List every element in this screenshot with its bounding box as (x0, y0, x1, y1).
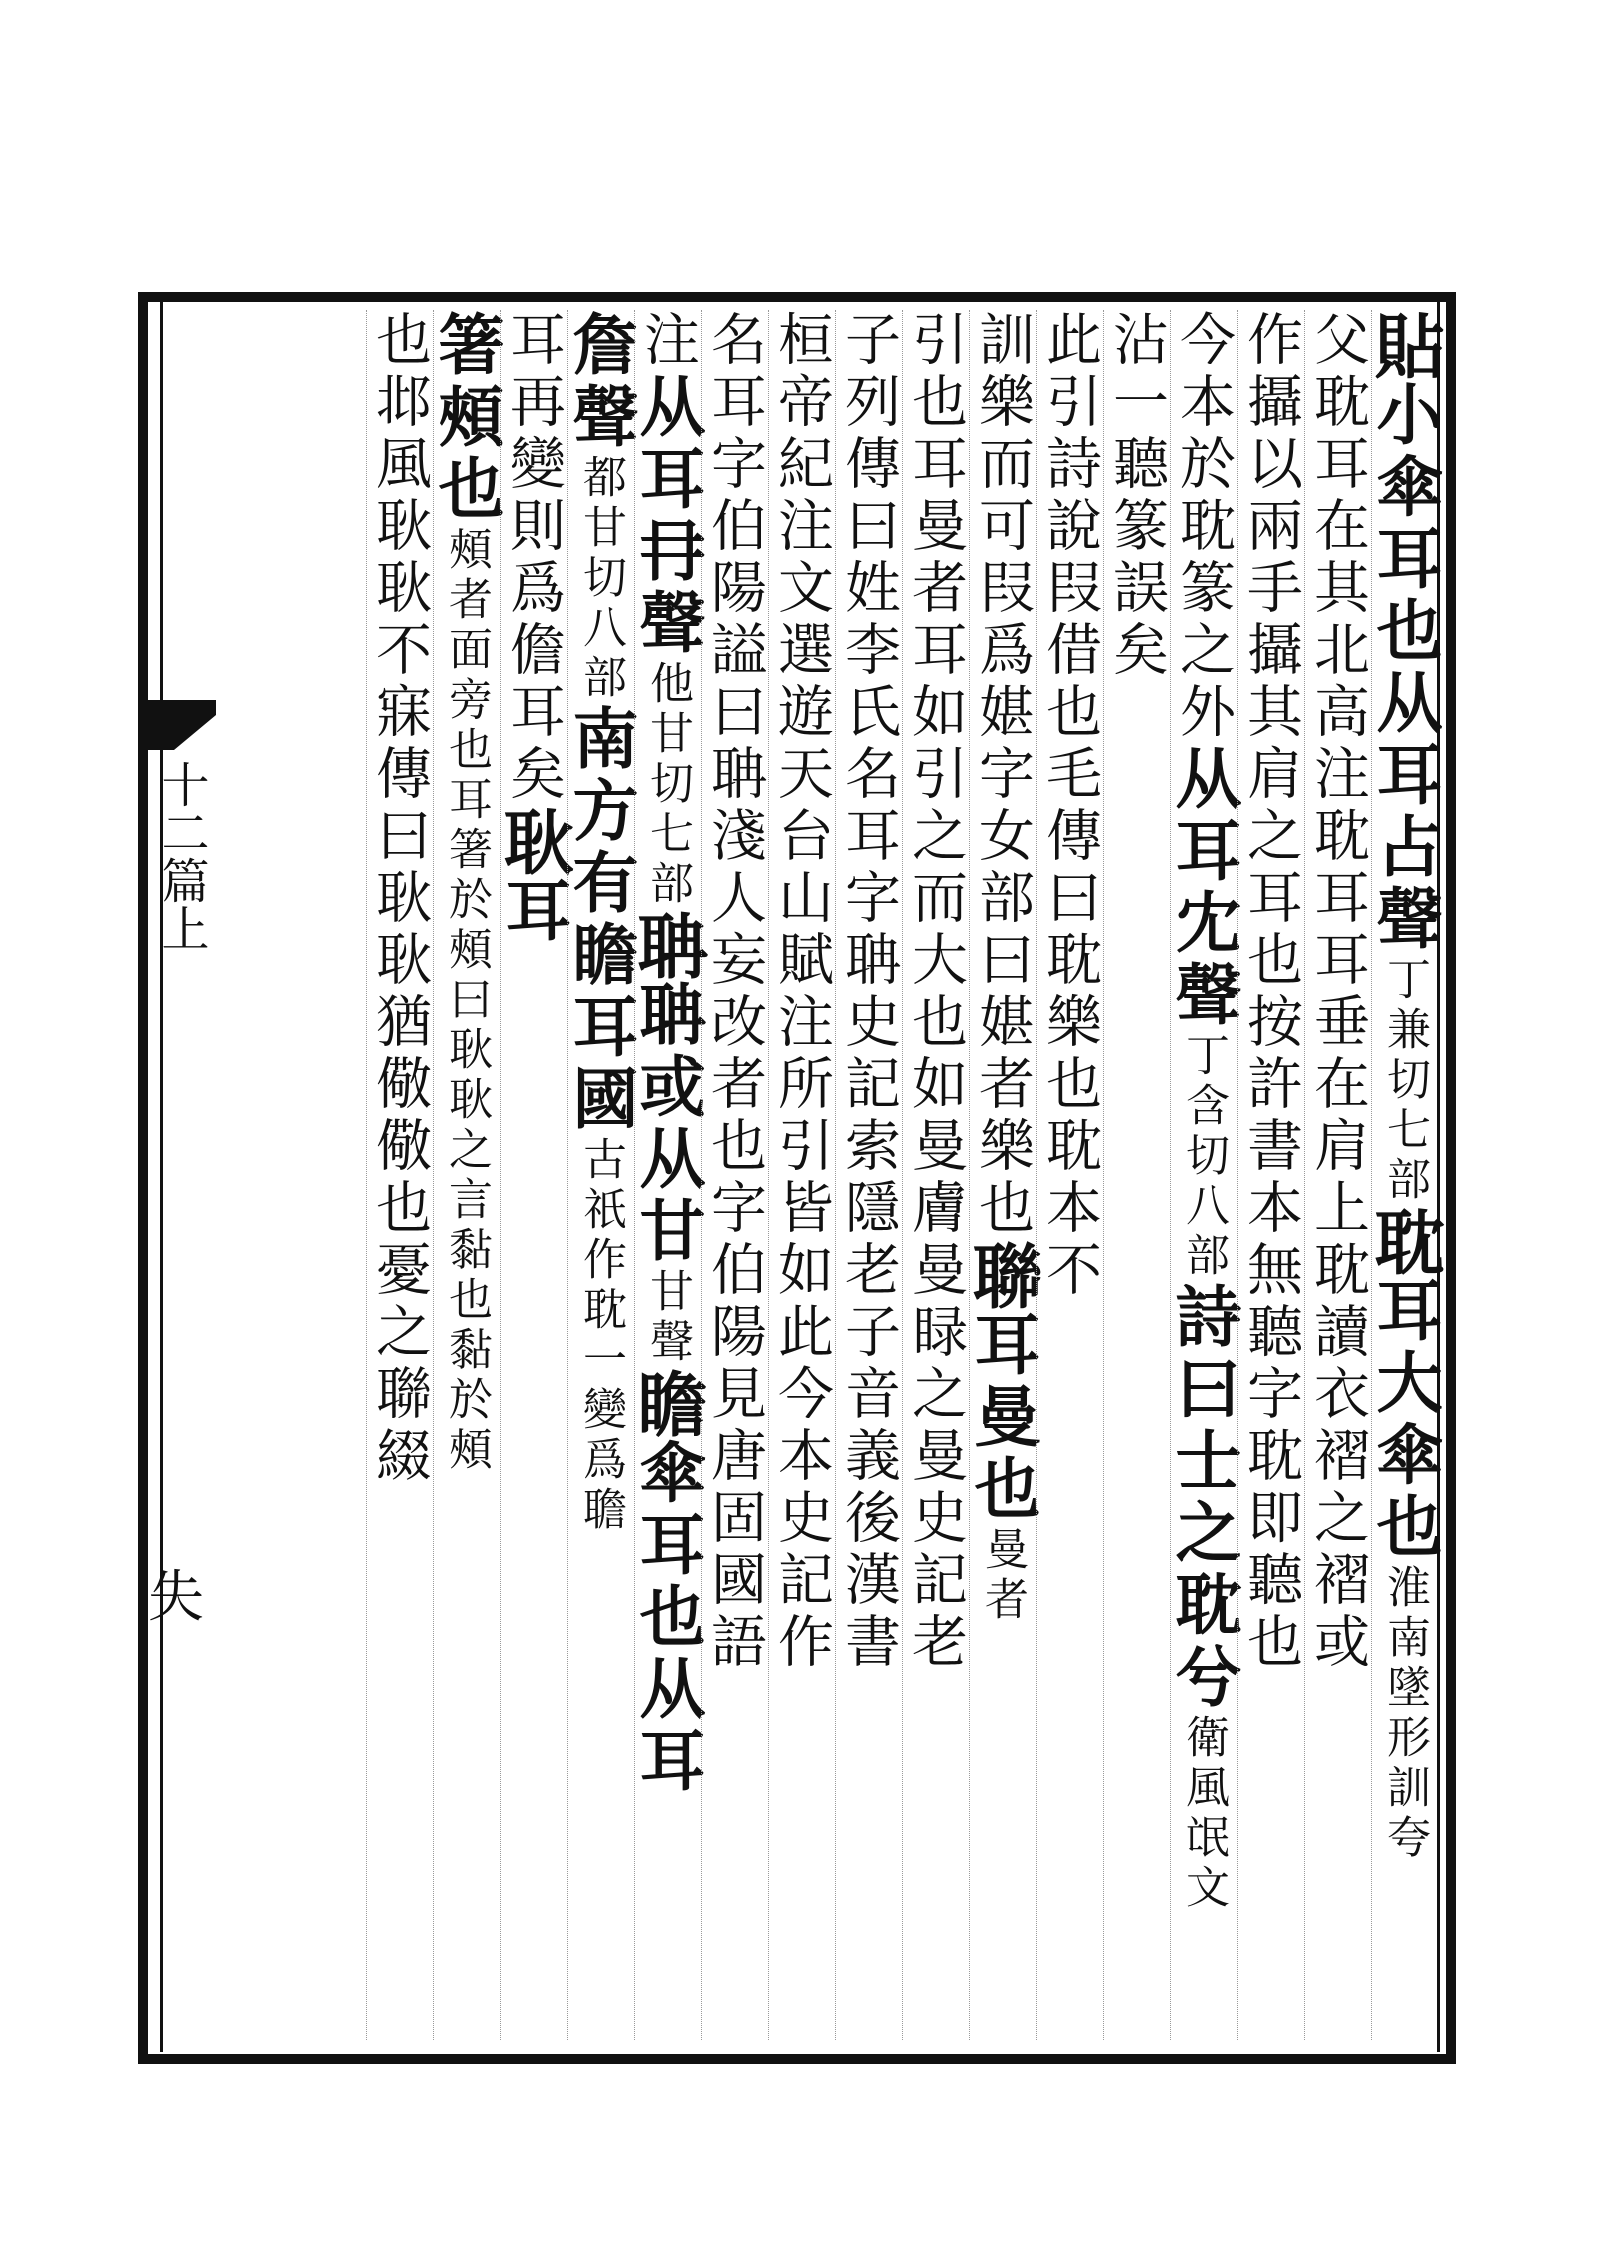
text-column (1103, 310, 1170, 2040)
text-column (1164, 310, 1242, 2040)
commentary-text: 耳再變則爲儋耳矣 (501, 310, 566, 806)
main-text: 詩曰士之耽兮 (1164, 1282, 1242, 1714)
main-text: 箸頰也 (427, 310, 505, 526)
text-column (768, 310, 835, 2040)
annotation-text: 甘聲 (642, 1268, 693, 1368)
annotation-text: 丁兼切七部 (1379, 956, 1430, 1206)
text-column (1304, 310, 1371, 2040)
text-column (835, 310, 902, 2040)
annotation-text: 淮南墜形訓夸 (1379, 1564, 1430, 1864)
commentary-text: 父耽耳在其北高注耽耳耳垂在肩上耽讀衣褶之褶或 (1305, 310, 1370, 1674)
seal-character: 聃 (626, 910, 709, 980)
text-column (626, 310, 709, 2040)
main-text: 从耳冄聲 (628, 372, 706, 660)
commentary-text: 作攝以兩手攝其肩之耳也按許書本無聽字耽即聽也 (1238, 310, 1303, 1674)
annotation-text: 頰者面旁也耳箸於頰曰耿耿之言黏也黏於頰 (441, 526, 492, 1476)
text-column (902, 310, 969, 2040)
commentary-text: 桓帝紀注文選遊天台山賦注所引皆如此今本史記作 (769, 310, 834, 1674)
annotation-text: 曼者 (977, 1526, 1028, 1626)
text-column (366, 310, 433, 2040)
text-column (1237, 310, 1304, 2040)
annotation-text: 他甘切七部 (642, 660, 693, 910)
annotation-text: 丁含切八部 (1178, 1032, 1229, 1282)
main-text: 詹聲 (561, 310, 639, 454)
page-mark: 失 (148, 1565, 204, 1630)
text-column (427, 310, 505, 2040)
text-columns (228, 310, 1446, 2040)
commentary-text: 訓樂而可叚爲媅字女部曰媅者樂也 (970, 310, 1035, 1240)
annotation-text: 衛風氓文 (1178, 1714, 1229, 1914)
text-column (701, 310, 768, 2040)
main-text: 耳 (494, 876, 572, 948)
seal-character: 聯 (961, 1240, 1044, 1310)
main-text: 南方有瞻耳國 (561, 704, 639, 1136)
commentary-text: 名耳字伯陽謚曰聃淺人妄改者也字伯陽見唐固國語 (702, 310, 767, 1674)
commentary-text: 子列傳曰姓李氏名耳字聃史記索隱老子音義後漢書 (836, 310, 901, 1674)
seal-character: 耽 (1363, 1206, 1446, 1276)
commentary-text: 沾一聽篆誤矣 (1104, 310, 1169, 682)
seal-character: 貼 (1363, 310, 1446, 380)
main-text: 耳大傘也 (1365, 1276, 1443, 1564)
commentary-text: 今本於耽篆之外 (1171, 310, 1236, 744)
seal-character: 耿 (492, 806, 575, 876)
text-column (492, 310, 575, 2040)
main-text: 小傘耳也从耳占聲 (1365, 380, 1443, 956)
main-text: 傘耳也从耳 (628, 1438, 706, 1798)
commentary-text: 注 (635, 310, 700, 372)
text-column (1036, 310, 1103, 2040)
commentary-text: 也邶風耿耿不寐傳曰耿耿猶儆儆也憂之聯綴 (367, 310, 432, 1488)
annotation-text: 古祇作耽一變爲聸 (575, 1136, 626, 1536)
chapter-label: 十二篇上 (153, 760, 209, 952)
text-column (1363, 310, 1446, 2040)
commentary-text: 此引詩說叚借也毛傳曰耽樂也耽本不 (1037, 310, 1102, 1302)
main-text: 从耳冘聲 (1164, 744, 1242, 1032)
annotation-text: 都甘切八部 (575, 454, 626, 704)
main-text: 耳曼也 (963, 1310, 1041, 1526)
seal-character: 瞻 (626, 1368, 709, 1438)
main-text: 聃或从甘 (628, 980, 706, 1268)
commentary-text: 引也耳曼者耳如引之而大也如曼膚曼睩之曼史記老 (903, 310, 968, 1674)
text-column (561, 310, 639, 2040)
text-column (961, 310, 1044, 2040)
